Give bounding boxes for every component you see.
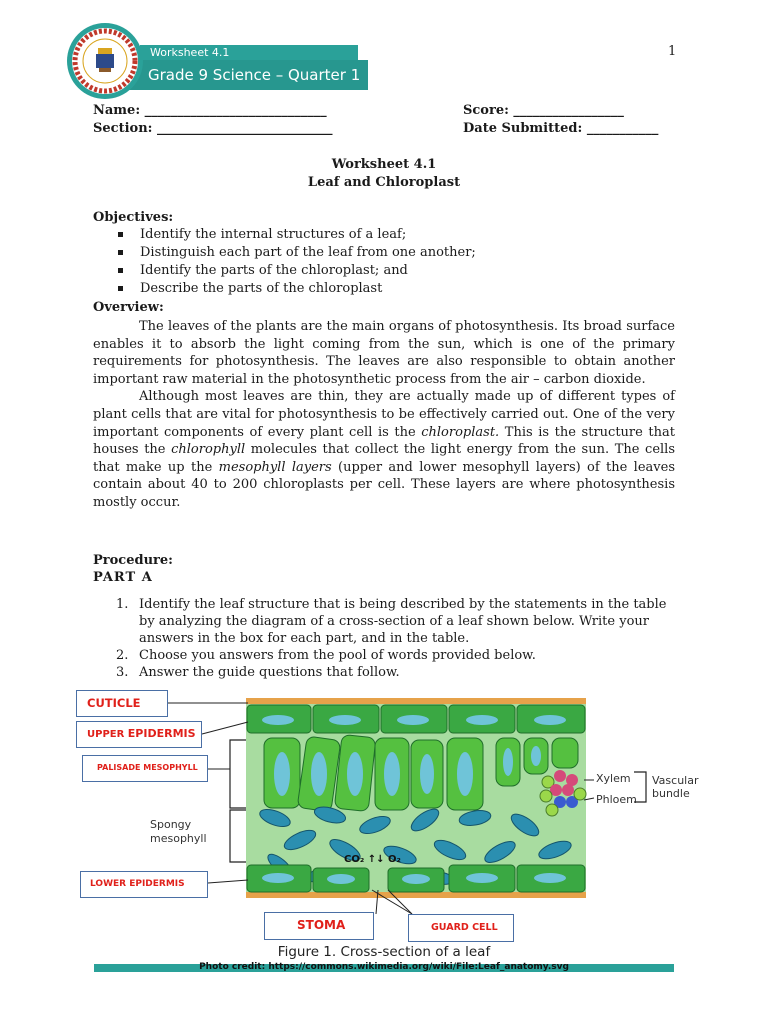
section-field: Section: ___________________________ <box>93 121 333 136</box>
worksheet-tag: Worksheet 4.1 <box>140 45 358 61</box>
procedure-heading: Procedure: <box>93 553 173 568</box>
stoma-label-box: STOMA <box>264 912 374 940</box>
guard-cell-label-box: GUARD CELL <box>408 914 514 942</box>
figure-caption: Figure 1. Cross-section of a leaf <box>277 944 491 960</box>
upper-epidermis-label-box: UPPER EPIDERMIS <box>76 721 202 748</box>
objective-item: Distinguish each part of the leaf from one another; <box>116 244 476 262</box>
gas-exchange-label: CO₂ ↑↓ O₂ <box>344 854 401 865</box>
overview-paragraph-1: The leaves of the plants are the main organs of photosynthesis. Its broad surface enables it to absorb the light coming from the sun, which is one of the primary requirements for photosynthesis. The leaves are also responsible to obtain another important raw material in the photosynthetic process from the air – carbon dioxide. <box>93 319 675 387</box>
page-number: 1 <box>668 44 677 59</box>
vascular-label: Vascular <box>652 774 699 787</box>
upper-epidermis-cells <box>247 705 585 733</box>
lower-epidermis-label-box: LOWER EPIDERMIS <box>80 871 208 898</box>
photo-credit: Photo credit: https://commons.wikimedia.org/wiki/File:Leaf_anatomy.svg <box>199 962 569 972</box>
objectives-heading: Objectives: <box>93 210 174 225</box>
lower-cuticle <box>246 892 586 898</box>
objective-item: Identify the parts of the chloroplast; and <box>116 262 476 280</box>
worksheet-subtitle: Leaf and Chloroplast <box>307 175 461 190</box>
objective-item: Describe the parts of the chloroplast <box>116 280 476 298</box>
palisade-mesophyll-label-box: PALISADE MESOPHYLL <box>82 755 208 782</box>
procedure-step: 3. Answer the guide questions that follow. <box>116 665 400 680</box>
score-field: Score: _________________ <box>463 103 624 118</box>
cuticle-label-box: CUTICLE <box>76 690 168 717</box>
phloem-label: Phloem <box>596 793 637 806</box>
date-submitted-field: Date Submitted: ___________ <box>463 121 659 136</box>
palisade-bracket <box>230 740 246 808</box>
spongy-bracket <box>230 810 246 862</box>
lower-epidermis-cells <box>247 865 585 892</box>
procedure-steps <box>116 596 676 681</box>
school-seal-logo <box>66 22 144 100</box>
mesophyll-label: mesophyll <box>150 832 207 845</box>
objectives-list <box>116 226 476 298</box>
procedure-step: 2. Choose you answers from the pool of words provided below. <box>116 648 536 663</box>
spongy-label: Spongy <box>150 818 192 831</box>
upper-cuticle <box>246 698 586 704</box>
overview-paragraph-2: Although most leaves are thin, they are actually made up of different types of plant cells that are vital for photosynthesis to be effectively carried out. One of the very important components of every plant cell is the chloroplast. This is the structure that houses the chlorophyll molecules that collect the light energy from the sun. The cells that make up the mesophyll layers (upper and lower mesophyll layers) of the leaves contain about 40 to 200 chloroplasts per cell. These layers are where photosynthesis mostly occur. <box>93 389 675 510</box>
worksheet-title: Worksheet 4.1 <box>331 157 437 172</box>
procedure-step: 1. Identify the leaf structure that is being described by the statements in the table by analyzing the diagram of a cross-section of a leaf shown below. Write your answers in the box for each part, and in the table. <box>116 597 667 646</box>
overview-body <box>93 318 675 512</box>
name-field: Name: ____________________________ <box>93 103 327 118</box>
part-a-heading: PART A <box>93 570 153 585</box>
grade-quarter-band: Grade 9 Science – Quarter 1 <box>128 60 368 90</box>
objective-item: Identify the internal structures of a leaf; <box>116 226 476 244</box>
xylem-label: Xylem <box>596 772 631 785</box>
bundle-label: bundle <box>652 787 690 800</box>
overview-heading: Overview: <box>93 300 164 315</box>
